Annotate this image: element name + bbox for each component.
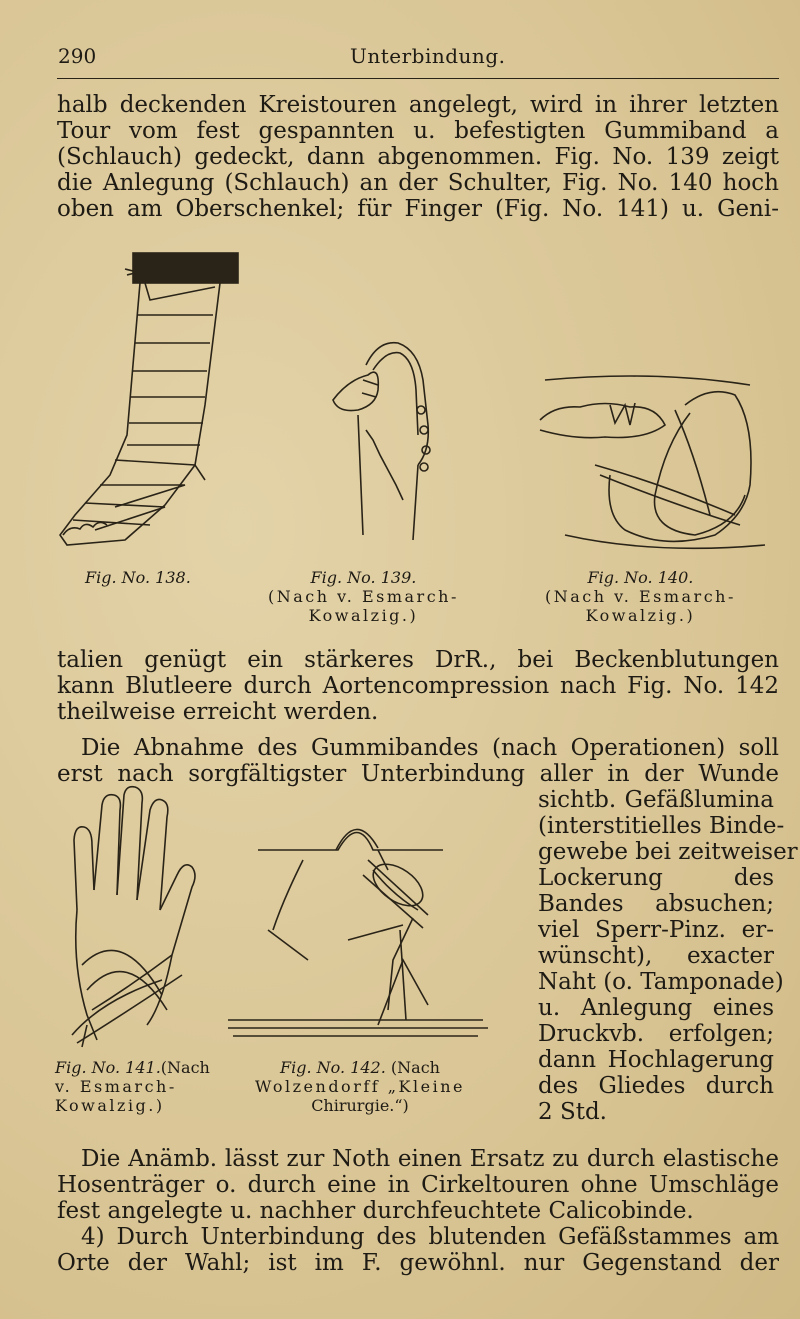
text-line: dann Hochlagerung: [538, 1047, 774, 1073]
text-line: viel Sperr-Pinz. er-: [538, 917, 774, 943]
text-line: Hosenträger o. durch eine in Cirkeltouren ohne Umschläge: [57, 1172, 779, 1198]
text-line: Druckvb. erfolgen;: [538, 1021, 774, 1047]
text-line: gewebe bei zeitweiser: [538, 839, 798, 865]
text-line: kann Blutleere durch Aortencompression nach Fig. No. 142: [57, 673, 779, 699]
figure-141-label: Fig. No. 141.(Nach: [55, 1058, 210, 1077]
header-rule: [57, 78, 779, 79]
text-line: Die Abnahme des Gummibandes (nach Operationen) soll: [81, 735, 779, 761]
text-line: Die Anämb. lässt zur Noth einen Ersatz zu durch elastische: [81, 1146, 779, 1172]
figure-140-thigh-tourniquet: [535, 365, 775, 565]
text-line: oben am Oberschenkel; für Finger (Fig. No. 141) u. Geni-: [57, 196, 779, 222]
text-line: sichtb. Gefäßlumina: [538, 787, 774, 813]
figure-142-label: Fig. No. 142. (Nach: [280, 1058, 440, 1077]
figure-138-caption: Fig. No. 138.: [85, 568, 191, 587]
text-line: u. Anlegung eines: [538, 995, 774, 1021]
running-title: Unterbindung.: [350, 44, 506, 68]
figure-138-bandaged-leg: [55, 245, 255, 565]
text-line: Bandes absuchen;: [538, 891, 774, 917]
text-line: Naht (o. Tamponade): [538, 969, 784, 995]
figure-139-credit: (Nach v. Esmarch-: [268, 587, 459, 606]
text-line: Lockerung des: [538, 865, 774, 891]
figure-141-credit: Kowalzig.): [55, 1096, 165, 1115]
figure-142-credit: Wolzendorff „Kleine: [255, 1077, 465, 1096]
figure-141-finger-tourniquet: [62, 785, 212, 1050]
text-line: (Schlauch) gedeckt, dann abgenommen. Fig. No. 139 zeigt: [57, 144, 779, 170]
figure-141-caption: [55, 1058, 210, 1115]
figure-139-label: Fig. No. 139.: [310, 568, 417, 587]
figure-139-shoulder-tourniquet: [318, 335, 448, 555]
figure-140-credit: (Nach v. Esmarch-: [545, 587, 736, 606]
figure-142-caption: [255, 1058, 465, 1115]
figure-142-credit: Chirurgie.“): [311, 1096, 409, 1115]
text-line: (interstitielles Binde-: [538, 813, 785, 839]
figure-139-credit: Kowalzig.): [308, 606, 419, 625]
figure-140-caption: [545, 568, 736, 625]
text-line: des Gliedes durch: [538, 1073, 774, 1099]
text-line: fest angelegte u. nachher durchfeuchtete Calicobinde.: [57, 1198, 694, 1224]
text-line: 4) Durch Unterbindung des blutenden Gefäßstammes am: [81, 1224, 779, 1250]
text-line: 2 Std.: [538, 1099, 607, 1125]
figure-139-caption: [268, 568, 459, 625]
text-line: theilweise erreicht werden.: [57, 699, 379, 725]
text-line: erst nach sorgfältigster Unterbindung aller in der Wunde: [57, 761, 779, 787]
figure-140-credit: Kowalzig.): [585, 606, 696, 625]
text-line: wünscht), exacter: [538, 943, 774, 969]
text-line: die Anlegung (Schlauch) an der Schulter, Fig. No. 140 hoch: [57, 170, 779, 196]
figure-142-aortic-compression: [228, 800, 498, 1045]
text-line: halb deckenden Kreistouren angelegt, wird in ihrer letzten: [57, 92, 779, 118]
text-line: Tour vom fest gespannten u. befestigten Gummiband a: [57, 118, 779, 144]
text-line: Orte der Wahl; ist im F. gewöhnl. nur Gegenstand der: [57, 1250, 779, 1276]
figure-140-label: Fig. No. 140.: [587, 568, 694, 587]
page-number: 290: [58, 44, 97, 68]
figure-141-credit: v. Esmarch-: [55, 1077, 177, 1096]
text-line: talien genügt ein stärkeres DrR., bei Beckenblutungen: [57, 647, 779, 673]
